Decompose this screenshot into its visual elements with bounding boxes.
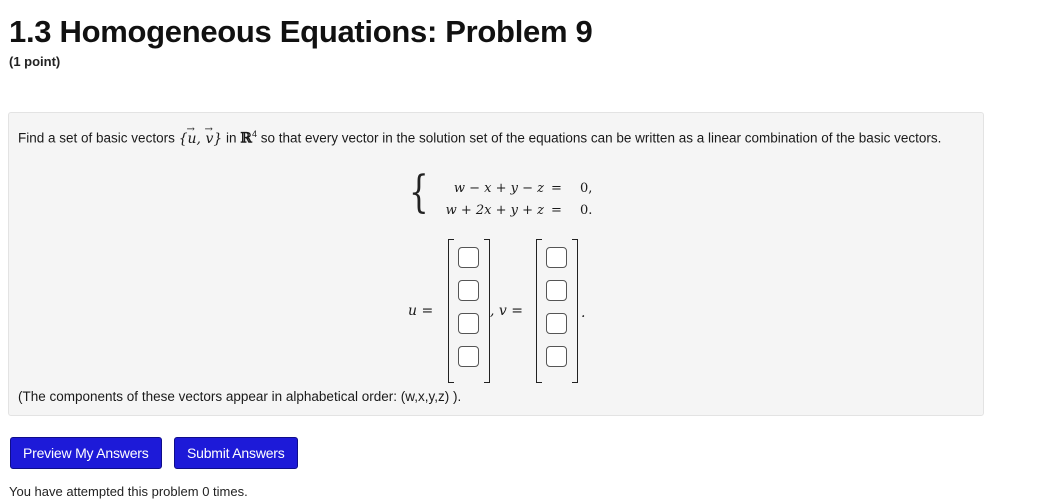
preview-answers-button[interactable]: Preview My Answers [10, 437, 162, 469]
prompt-text-start: Find a set of basic vectors [18, 130, 179, 146]
component-order-note: (The components of these vectors appear in alphabetical order: (w,x,y,z) ). [18, 389, 462, 404]
equation-relation: = [551, 181, 562, 196]
vector-v-symbol: → v [205, 128, 213, 150]
u-component-w-input[interactable] [458, 247, 479, 268]
attempts-status: You have attempted this problem 0 times. [9, 484, 248, 499]
equation-relation: = [551, 203, 562, 218]
vector-u-matrix [448, 239, 490, 383]
problem-prompt [18, 123, 958, 150]
system-brace: { [409, 167, 429, 218]
set-open-brace: { [178, 130, 188, 147]
u-component-z-input[interactable] [458, 346, 479, 367]
v-component-y-input[interactable] [546, 313, 567, 334]
vector-u-symbol: → u [188, 128, 197, 150]
v-component-z-input[interactable] [546, 346, 567, 367]
equation-system [409, 167, 599, 227]
equation-lhs: w + 2x + y + z [445, 203, 544, 218]
equation-lhs: w − x + y − z [453, 181, 544, 196]
vector-v-matrix [536, 239, 578, 383]
set-comma: , [196, 130, 206, 147]
equation-rhs: 0, [580, 181, 593, 196]
equation-rhs: 0. [580, 203, 593, 218]
vector-period: . [581, 305, 586, 321]
vector-set [179, 131, 223, 147]
prompt-in-text: in [222, 130, 241, 146]
real-space-symbol: ℝ [240, 130, 252, 147]
problem-panel [8, 112, 984, 416]
page-title: 1.3 Homogeneous Equations: Problem 9 [9, 14, 593, 49]
point-value: (1 point) [9, 54, 61, 69]
u-component-x-input[interactable] [458, 280, 479, 301]
equation-row-1 [429, 181, 599, 201]
space-exponent: 4 [251, 129, 257, 139]
v-component-w-input[interactable] [546, 247, 567, 268]
equation-row-2 [429, 203, 599, 223]
submit-answers-button[interactable]: Submit Answers [174, 437, 298, 469]
vector-u-label: u = [408, 303, 434, 319]
prompt-text-end: so that every vector in the solution set of the equations can be written as a linear combination of the basic vectors. [256, 130, 942, 146]
v-component-x-input[interactable] [546, 280, 567, 301]
set-close-brace: } [213, 130, 223, 147]
vector-v-label: , v = [490, 303, 523, 319]
u-component-y-input[interactable] [458, 313, 479, 334]
